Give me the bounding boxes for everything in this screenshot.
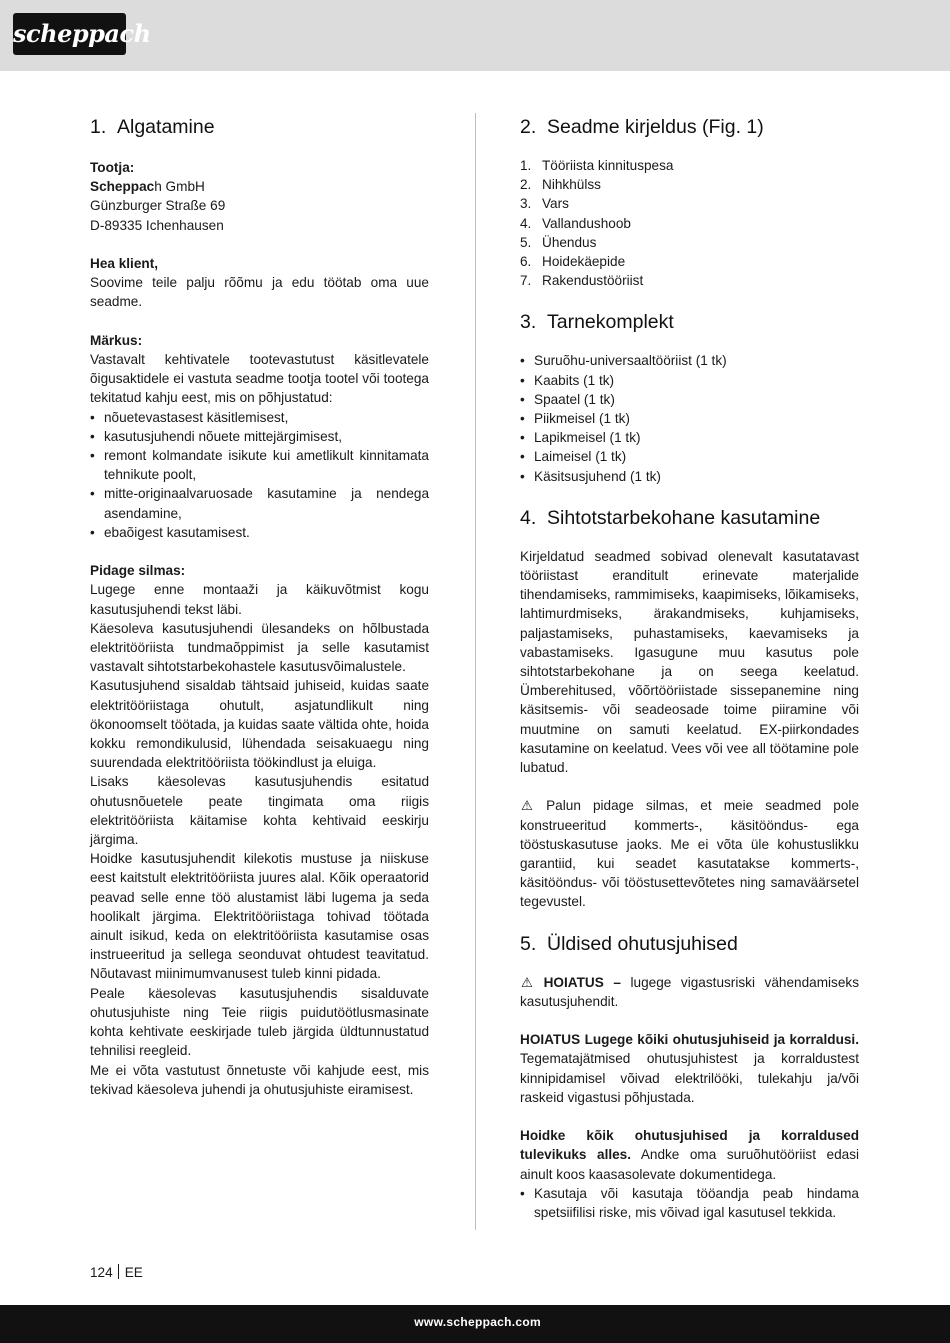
keep-instructions-text: Hoidke kõik ohutusjuhised ja korraldused tulevikuks alles. Andke oma suruõhutööriist edasi ainult koos kaasasolevate dokumentidega.	[520, 1128, 860, 1182]
left-column	[90, 113, 429, 1099]
attention-paragraph: Me ei võta vastutust õnnetuste või kahjude eest, mis tekivad käesoleva juhendi ja ohutusjuhiste eiramisest.	[90, 1062, 429, 1097]
warning-icon: ⚠	[520, 798, 534, 814]
attention-paragraph: Lisaks käesolevas kasutusjuhendis esitatud ohutusnõuetele peate tingimata oma riigis elektritööriista käitamise kohta kehtivaid eeskirju järgima.	[90, 774, 429, 848]
page-header	[0, 0, 950, 71]
list-item: • Lapikmeisel (1 tk)	[520, 428, 859, 447]
list-item: 4. Vallandushoob	[520, 215, 631, 231]
attention-paragraph: Hoidke kasutusjuhendit kilekotis mustuse ja niiskuse eest kaitstult elektritööriista juures alal. Kõik operaatorid peavad selle enne töö alustamist läbi lugema ja seda hoolikalt järgima. Elektritööriistaga tohivad töötada ainult isikud, keda on elektritööriista kasutamise osas instrueeritud ja sellega seonduvat ohtudest teavitatud. Nõutavast miinimumvanusest tuleb kinni pidada.	[90, 851, 429, 982]
section-heading-1: 1. Algatamine	[90, 116, 215, 138]
section-heading-2: 2. Seadme kirjeldus (Fig. 1)	[520, 116, 764, 138]
hoiatus-text: ⚠ HOIATUS – lugege vigastusriski vähendamiseks kasutusjuhendit.	[520, 974, 860, 1009]
list-item: • Spaatel (1 tk)	[520, 390, 859, 409]
list-item: • mitte-originaalvaruosade kasutamine ja nendega asendamine,	[90, 484, 429, 522]
read-instructions-text: HOIATUS Lugege kõiki ohutusjuhiseid ja korraldusi. Tegematajätmised ohutusjuhistest ja korraldustest kinnipidamisel võivad elektrilööki, tulekahju ja/või raskeid vigastusi põhjustada.	[520, 1032, 859, 1105]
list-item: • Laimeisel (1 tk)	[520, 447, 859, 466]
delivery-list	[520, 351, 859, 485]
customer-label: Hea klient,	[90, 256, 158, 271]
section-heading-4: 4. Sihtotstarbekohane kasutamine	[520, 506, 821, 529]
attention-paragraph: Käesoleva kasutusjuhendi ülesandeks on hõlbustada elektritööriista tundmaõppimist ja selle kasutamist vastavalt sihtotstarbekohastele kasutusvõimalustele.	[90, 620, 429, 675]
attention-paragraph: Kasutusjuhend sisaldab tähtsaid juhiseid, kuidas saate elektritööriistaga ohutult, asjatundlikult ning ökonoomselt töötada, ja kuidas saate vältida ohte, hoida kokku remondikulusid, lühendada seisakuaegu ning suurendada elektritööriista töökindlust ja eluiga.	[90, 678, 429, 771]
list-item: • remont kolmandate isikute kui ametlikult kinnitamata tehnikute poolt,	[90, 446, 429, 484]
warning-icon: ⚠	[520, 974, 534, 990]
manufacturer-label: Tootja:	[90, 160, 135, 175]
page-footer	[0, 1305, 950, 1343]
list-item: 2. Nihkhülss	[520, 177, 601, 193]
right-column	[520, 113, 859, 1222]
usage-text: Kirjeldatud seadmed sobivad olenevalt kasutatavast tööriistast eranditult erinevate materjalide tihendamiseks, rammimiseks, kaapimiseks, lõikamiseks, lahtimurdmiseks, ärakandmiseks, kuhjamiseks, paljastamiseks, puhastamiseks, kaevamiseks ja vabastamiseks. Igasugune muu kasutus pole sihtotstarbekohane ja on seega keelatud. Ümberehitused, võõrtööriistade sissepanemine ning käsitsemis- või seadeosade toime piiramine või muutmine on samuti keelatud. EX-piirkondades kasutamine on keelatud. Vees või vee all töötamine pole lubatud.	[520, 548, 859, 776]
list-item: 7. Rakendustööriist	[520, 273, 644, 289]
manufacturer-name: Scheppach GmbH	[90, 179, 205, 195]
section-heading-5: 5. Üldised ohutusjuhised	[520, 932, 738, 955]
keep-list	[520, 1184, 859, 1222]
list-item: • Kasutaja või kasutaja tööandja peab hindama spetsiifilisi riske, mis võivad igal kasutusel tekkida.	[520, 1184, 859, 1222]
note-list	[90, 408, 429, 542]
parts-list	[520, 156, 859, 290]
list-item: 5. Ühendus	[520, 234, 597, 250]
usage-warning: ⚠ Palun pidage silmas, et meie seadmed pole konstrueeritud kommerts-, käsitööndus- ega tööstuskasutuse jaoks. Me ei võta üle kohustuslikku garantiid, kui seadet kasutatakse kommerts-, käsitööndus- või tööstusettevõtetes ning samaväärsetel tegevustel.	[520, 798, 860, 910]
list-item: 3. Vars	[520, 196, 569, 212]
list-item: • nõuetevastasest käsitlemisest,	[90, 408, 429, 427]
list-item: • Kaabits (1 tk)	[520, 371, 859, 390]
customer-text: Soovime teile palju rõõmu ja edu töötab oma uue seadme.	[90, 275, 429, 310]
note-text: Vastavalt kehtivatele tootevastutust käsitlevatele õigusaktidele ei vastuta seadme tootja tootel või tootega tekitatud kahju eest, mis on põhjustatud:	[90, 352, 429, 406]
list-item: • Piikmeisel (1 tk)	[520, 409, 859, 428]
note-label: Märkus:	[90, 332, 143, 348]
list-item: • ebaõigest kasutamisest.	[90, 523, 429, 542]
list-item: • Suruõhu-universaaltööriist (1 tk)	[520, 351, 859, 370]
scheppach-logo: scheppach	[13, 13, 126, 55]
section-heading-3: 3. Tarnekomplekt	[520, 311, 674, 334]
address-street: Günzburger Straße 69	[90, 198, 226, 214]
list-item: • Käsitsusjuhend (1 tk)	[520, 467, 859, 486]
list-item: 1. Tööriista kinnituspesa	[520, 158, 674, 173]
column-divider	[475, 113, 476, 1230]
address-city: D-89335 Ichenhausen	[90, 217, 224, 233]
list-item: • kasutusjuhendi nõuete mittejärgimisest,	[90, 427, 429, 446]
attention-paragraph: Lugege enne montaaži ja käikuvõtmist kogu kasutusjuhendi tekst läbi.	[90, 582, 429, 617]
attention-paragraph: Peale käesolevas kasutusjuhendis sisalduvate ohutusjuhiste ning Teie riigis puidutöötlusmasinate kohta kehtivate eeskirjade tuleb järgida üldtunnustatud tehnilisi reegleid.	[90, 985, 429, 1059]
attention-label: Pidage silmas:	[90, 563, 186, 579]
page-number: 124 EE	[90, 1265, 143, 1280]
website-link[interactable]: www.scheppach.com	[414, 1315, 541, 1329]
list-item: 6. Hoidekäepide	[520, 254, 626, 270]
